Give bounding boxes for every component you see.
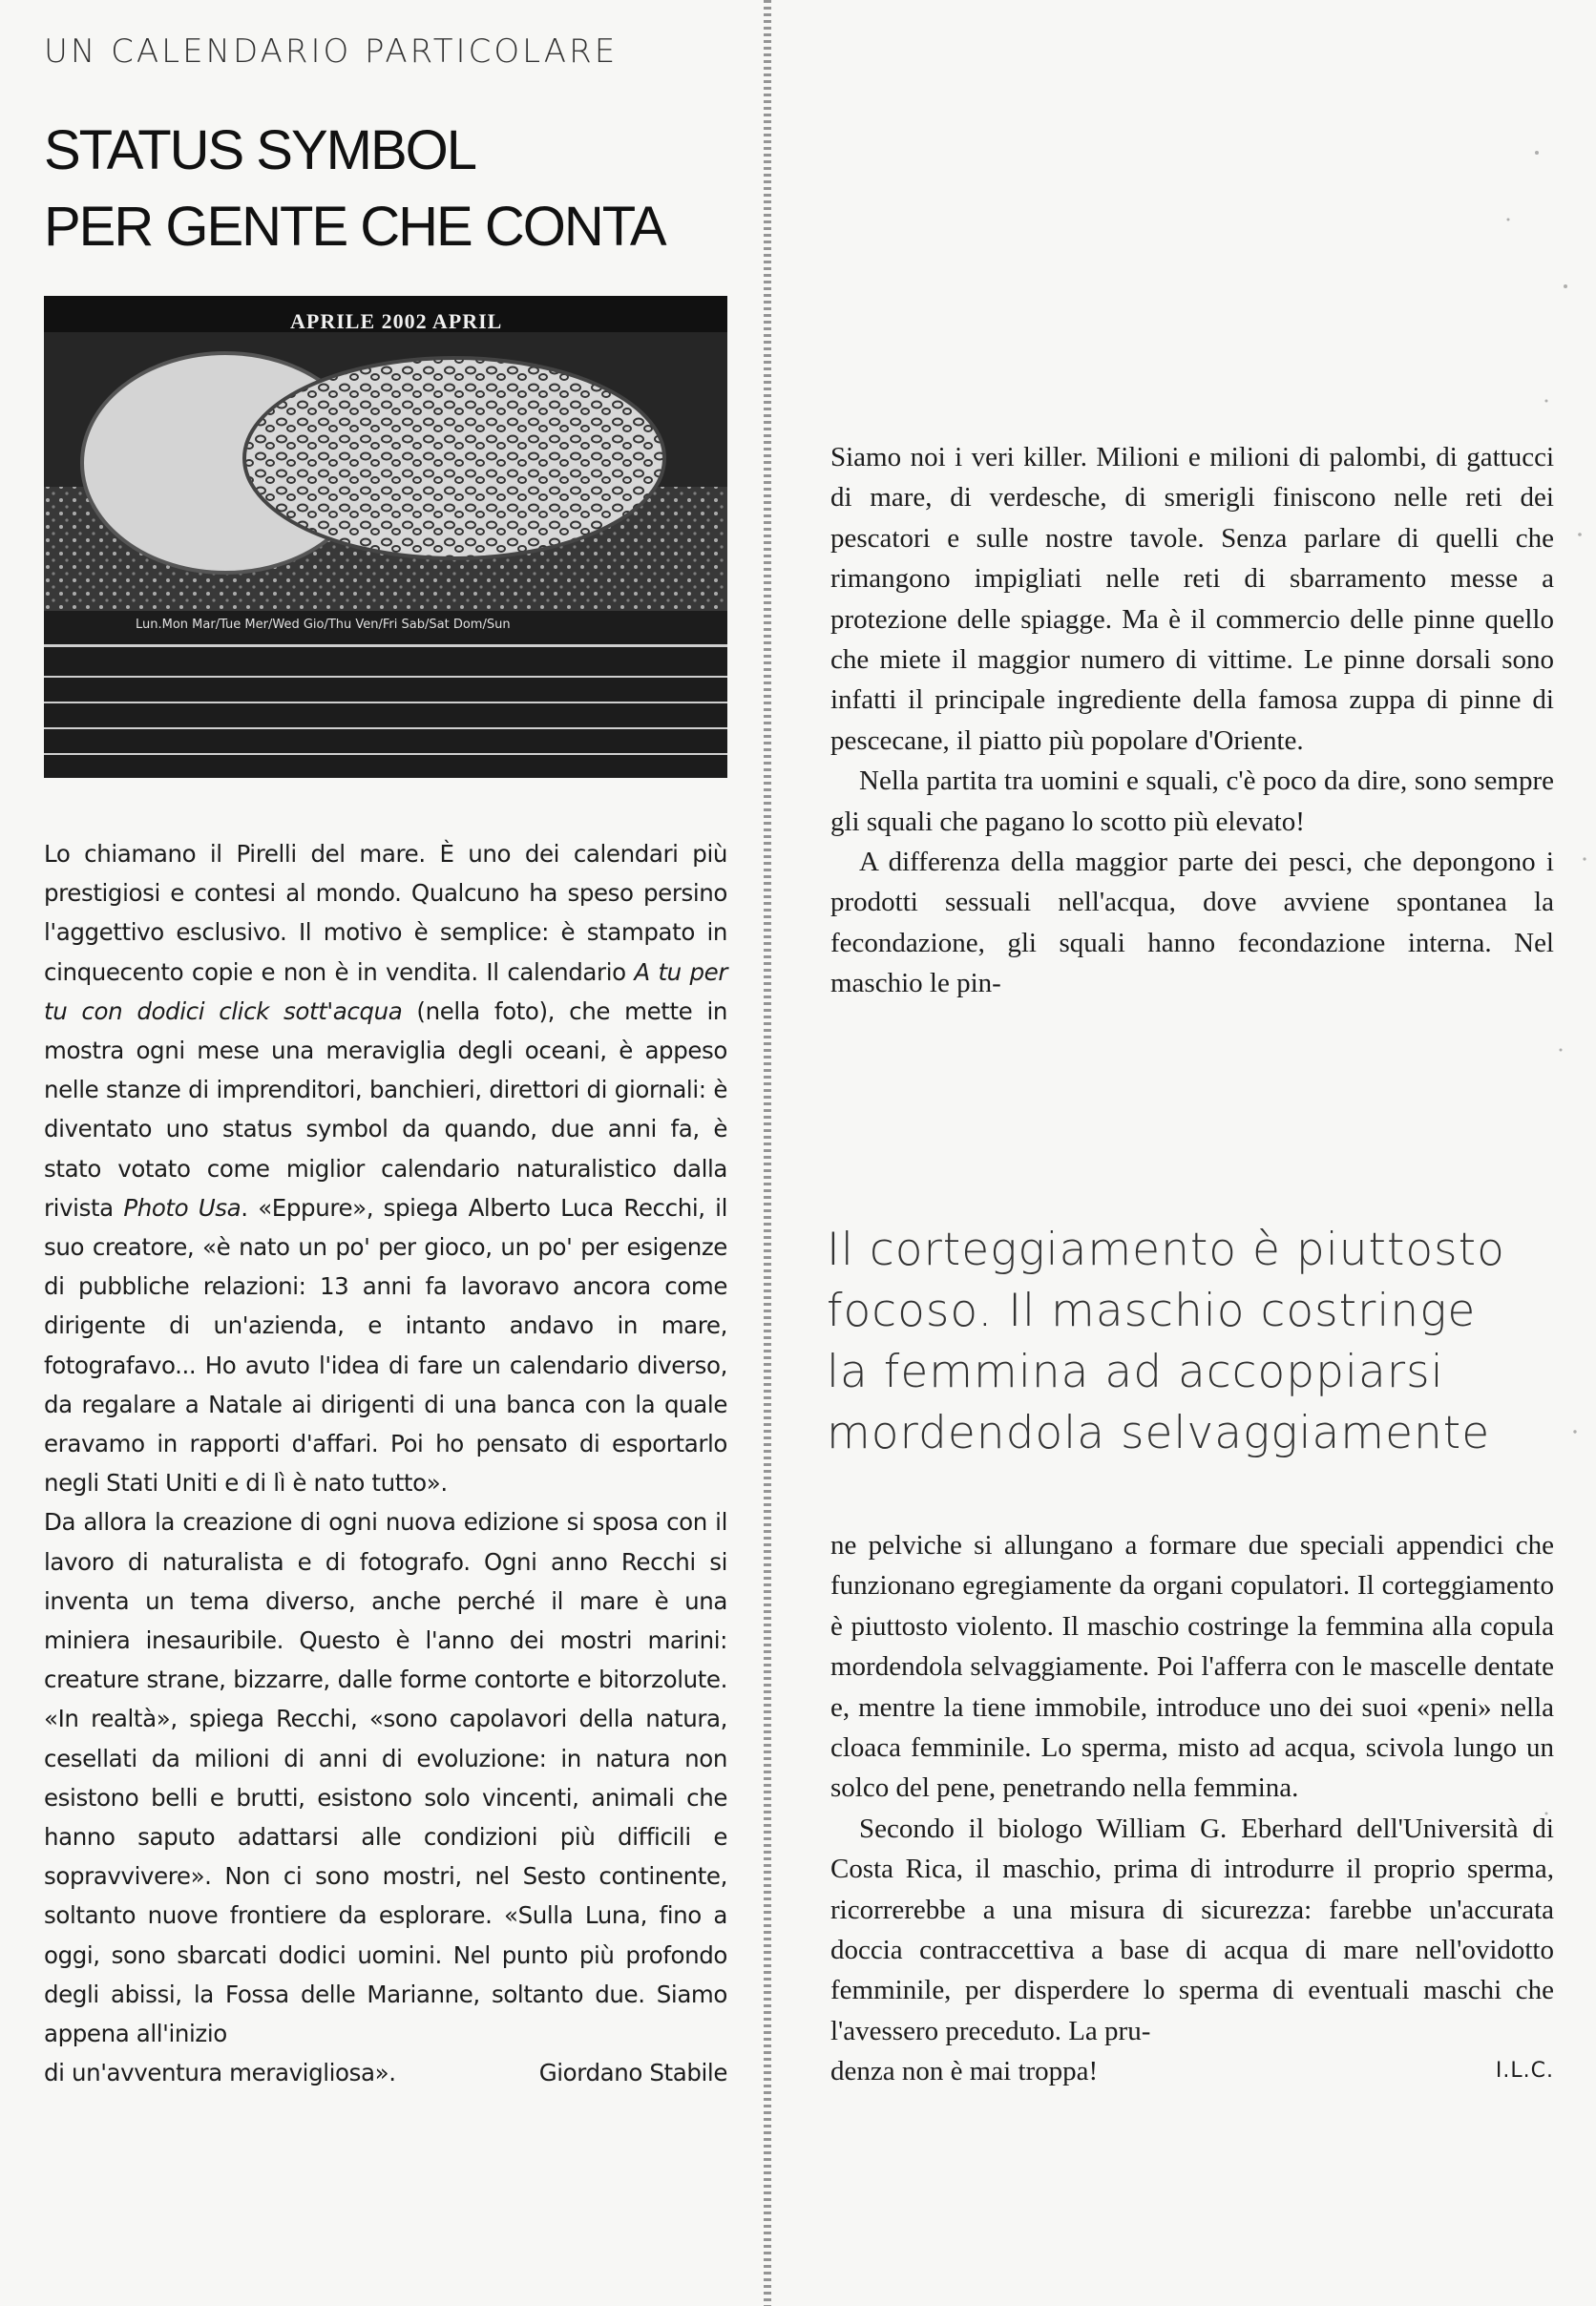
right-paragraph-1: Siamo noi i veri killer. Milioni e milioni di palombi, di gattucci di mare, di verdesche, di smerigli finiscono nelle reti dei pescatori e sulle nostre tavole. Senza parlare di quelli che rimangono impigliati nelle reti di sbarramento messe a protezione delle spiagge. Ma è il commercio delle pinne quello che miete il maggior numero di vittime. Le pinne dorsali sono infatti il principale ingrediente della famosa zuppa di pinne di pescecane, il piatto più popolare d'Oriente. xyxy=(830,442,1554,756)
right-paragraph-5: Secondo il biologo William G. Eberhard dell'Università di Costa Rica, il maschio, prima di introdurre il proprio sperma, ricorrerebbe a una misura di sicurezza: farebbe un'accurata doccia contraccettiva a base di acqua di mare nell'ovidotto femminile, per disperdere lo sperma di eventuali maschi che l'avessero preceduto. La pru- xyxy=(830,1813,1554,2046)
byline: Giordano Stabile xyxy=(538,2059,727,2087)
author-initials: I.L.C. xyxy=(1495,2059,1554,2084)
right-paragraph-2: Nella partita tra uomini e squali, c'è poco da dire, sono sempre gli squali che pagano lo scotto più elevato! xyxy=(830,765,1554,837)
pull-quote-line-1: Il corteggiamento è piuttosto xyxy=(827,1224,1505,1276)
calendar-weekdays: Lun.Mon Mar/Tue Mer/Wed Gio/Thu Ven/Fri Sab/Sat Dom/Sun xyxy=(136,618,511,632)
left-paragraph-2: Da allora la creazione di ogni nuova edizione si sposa con il lavoro di naturalista e di fotografo. Ogni anno Recchi si inventa un tema diverso, anche perché il mare è una miniera inesauribile. Questo è l'anno dei mostri marini: creature strane, bizzarre, dalle forme contorte e bitorzolute. «In realtà», spiega Recchi, «sono capolavori della natura, cesellati da milioni di anni di evoluzione: in natura non esistono belli e brutti, esistono solo vincenti, animali che hanno saputo adattarsi alle condizioni più difficili e sopravvivere». Non ci sono mostri, nel Sesto continente, soltanto nuove frontiere da esplorare. «Sulla Luna, fino a oggi, sono sbarcati dodici uomini. Nel punto più profondo degli abissi, la Fossa delle Marianne, soltanto due. Siamo appena all'inizio xyxy=(44,1508,727,2048)
calendar-image xyxy=(44,296,727,778)
calendar-photo xyxy=(44,296,727,778)
headline-line-1: STATUS SYMBOL xyxy=(44,119,476,181)
headline-line-2: PER GENTE CHE CONTA xyxy=(44,196,665,258)
left-article-body xyxy=(44,834,727,2093)
right-paragraph-3: A differenza della maggior parte dei pesci, che depongono i prodotti sessuali nell'acqua, dove avviene spontanea la fecondazione, gli squali hanno fecondazione interna. Nel maschio le pin- xyxy=(830,847,1554,999)
left-paragraph-1: Lo chiamano il Pirelli del mare. È uno dei calendari più prestigiosi e contesi al mondo. Qualcuno ha speso persino l'aggettivo esclusivo. Il motivo è semplice: è stampato in cinquecento copie e non è in vendita. Il calendario A tu per tu con dodici click sott'acqua (nella foto), che mette in mostra ogni mese una meraviglia degli oceani, è appeso nelle stanze di imprenditori, banchieri, direttori di giornali: è diventato uno status symbol da quando, due anni fa, è stato votato come miglior calendario naturalistico dalla rivista Photo Usa. «Eppure», spiega Alberto Luca Recchi, il suo creatore, «è nato un po' per gioco, un po' per esigenze di pubbliche relazioni: 13 anni fa lavoravo ancora come dirigente di un'azienda, e intanto andavo in mare, fotografavo... Ho avuto l'idea di fare un calendario diverso, da regalare a Natale ai dirigenti di una banca con la quale eravamo in rapporti d'affari. Poi ho pensato di esportarlo negli Stati Uniti e di lì è nato tutto». xyxy=(44,840,728,1498)
pull-quote-line-4: mordendola selvaggiamente xyxy=(827,1407,1491,1459)
scan-noise xyxy=(1394,0,1596,2306)
pull-quote-line-2: focoso. Il maschio costringe xyxy=(827,1285,1477,1337)
left-final-line xyxy=(44,2053,727,2092)
right-paragraph-4: ne pelviche si allungano a formare due speciali appendici che funzionano egregiamente da organi copulatori. Il corteggiamento è piuttosto violento. Il maschio costringe la femmina alla copula mordendola selvaggiamente. Poi l'afferra con le mascelle dentate e, mentre la tiene immobile, introduce uno dei suoi «peni» nella cloaca femminile. Lo sperma, misto ad acqua, scivola lungo un solco del pene, penetrando nella femmina. xyxy=(830,1530,1554,1804)
calendar-month-band: APRILE 2002 APRIL xyxy=(290,309,503,333)
kicker: UN CALENDARIO PARTICOLARE xyxy=(44,32,619,71)
headline xyxy=(44,113,750,265)
right-last-line-text: denza non è mai troppa! xyxy=(830,2056,1099,2087)
left-last-line-text: di un'avventura meravigliosa». xyxy=(44,2059,396,2087)
column-divider xyxy=(764,0,771,2306)
pull-quote-line-3: la femmina ad accoppiarsi xyxy=(827,1346,1444,1398)
